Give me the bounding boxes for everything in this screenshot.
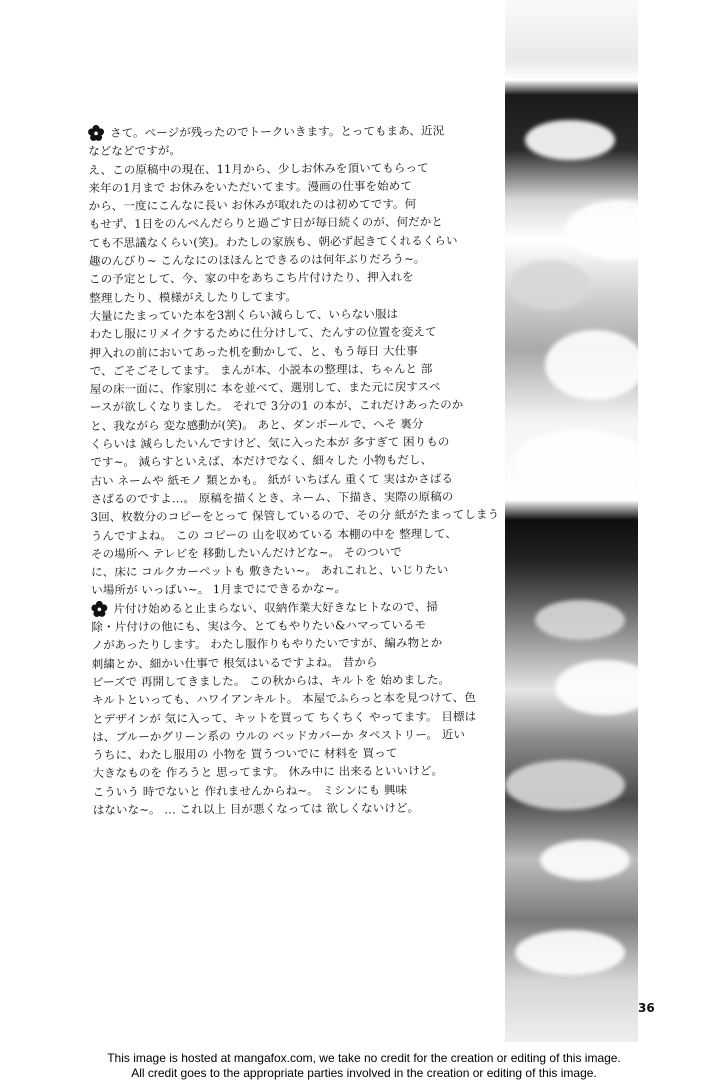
text-line: ビーズで 再開してきました。 この秋からは、キルトを 始めました。 [91, 672, 451, 689]
text-line: 古い ネームや 紙モノ 類とかも。 紙が いちばん 重くて 実はかさばる [90, 471, 454, 488]
text-line: 刺繍とか、細かい仕事で 根気はいるですよね。 昔から [91, 654, 378, 671]
text-line: と、我ながら 変な感動が(笑)。 あと、ダンボールで、へそ 裏分 [90, 416, 424, 433]
text-line: うんですよね。 この コピーの 山を収めている 本棚の中を 整理して、 [90, 525, 458, 543]
text-line: 整理したり、模様がえしたりしてます。 [89, 289, 298, 305]
text-line: キルトといっても、ハワイアンキルト。 本屋でふらっと本を見つけて、色 [91, 690, 476, 708]
hosting-credit-line: All credit goes to the appropriate parties involved in the creation or editing of this image. [131, 1066, 597, 1080]
text-line: から、一度にこんなに長い お休みが取れたのは初めてです。何 [88, 196, 417, 214]
page-number: 36 [638, 1001, 655, 1015]
flower-icon [91, 601, 107, 617]
text-line: はないな~。 … これ以上 目が悪くなっては 欲しくないけど。 [92, 800, 420, 817]
text-line: その場所へ テレビを 移動したいんだけどな~。 そのついで [90, 544, 402, 561]
text-line: ノがあったりします。 わたし服作りもやりたいですが、編み物とか [91, 635, 443, 653]
text-line: などなどですが。 [88, 143, 182, 159]
text-line: い場所が いっぱい~。 1月までにできるかな~。 [91, 581, 347, 598]
text-line: この予定として、今、家の中をあちこち片付けたり、押入れを [89, 270, 414, 287]
text-line: ースが欲しくなりました。 それで 3分の1 の本が、これだけあったのか [89, 397, 464, 415]
text-line: もせず、1日をのんべんだらりと過ごす日が毎日続くのが、何だかと [88, 215, 444, 232]
text-line: さて。ページが残ったのでトークいきます。とってもまあ、近況 [110, 123, 445, 140]
text-line: 片付け始めると止まらない、収納作業大好きなヒトなので、掃 [113, 599, 439, 616]
text-line: 屋の床一面に、作家別に 本を並べて、選別して、また元に戻すスペ [89, 379, 441, 397]
handwritten-afterword [88, 122, 500, 820]
text-line: に、床に コルクカーペットも 敷きたい~。 あれこれと、いじりたい [91, 562, 449, 580]
text-line: 3回、枚数分のコピーをとって 保管しているので、その分 紙がたまってしまう [90, 507, 500, 525]
text-line: さばるのですよ…。 原稿を描くとき、ネーム、下描き、実際の原稿の [90, 489, 454, 506]
text-line: 押入れの前においてあった机を動かして、と、もう毎日 大仕事 [89, 343, 418, 360]
text-line: え、この原稿中の現在、11月から、少しお休みを頂いてもらって [88, 160, 429, 177]
text-line: くらいは 減らしたいんですけど、気に入った本が 多すぎて 困りもの [90, 434, 450, 452]
text-line: 来年の1月まで お休みをいただいてます。漫画の仕事を始めて [88, 178, 412, 195]
sky-clouds-illustration [505, 0, 638, 1042]
text-line: うちに、わたし服用の 小物を 買うついでに 材料を 買って [92, 745, 398, 763]
text-line: わたし服にリメイクするために仕分けして、たんすの位置を変えて [89, 324, 437, 342]
text-line: 除・片付けの他にも、実は今、とてもやりたい&ハマっているモ [91, 617, 427, 635]
text-line: とデザインが 気に入って、キットを買って ちくちく やってます。 目標は [92, 708, 477, 726]
text-line: 大量にたまっていた本を3割くらい減らして、いらない服は [89, 306, 399, 323]
text-line [88, 122, 445, 143]
text-line: で、ごそごそしてます。 まんが本、小説本の整理は、ちゃんと 部 [89, 361, 433, 378]
text-line: ても不思議なくらい(笑)。わたしの家族も、朝必ず起きてくれるくらい [88, 233, 458, 250]
flower-icon [88, 125, 104, 141]
text-line: 大きなものを 作ろうと 思ってます。 休み中に 出来るといいけど。 [92, 763, 444, 781]
text-line: こういう 時でないと 作れませんからね~。 ミシンにも 興味 [92, 782, 408, 799]
text-line [91, 597, 439, 618]
text-line: です~。 減らすといえば、本だけでなく、細々した 小物もだし、 [90, 452, 433, 470]
hosting-credit-line: This image is hosted at mangafox.com, we take no credit for the creation or editing of this image. [107, 1051, 621, 1065]
text-line: 趣のんびり~ こんなにのほほんとできるのは何年ぶりだろう~。 [88, 251, 426, 269]
text-line: は、ブルーかグリーン系の ウルの ベッドカバーか タペストリー。 近い [92, 727, 466, 744]
